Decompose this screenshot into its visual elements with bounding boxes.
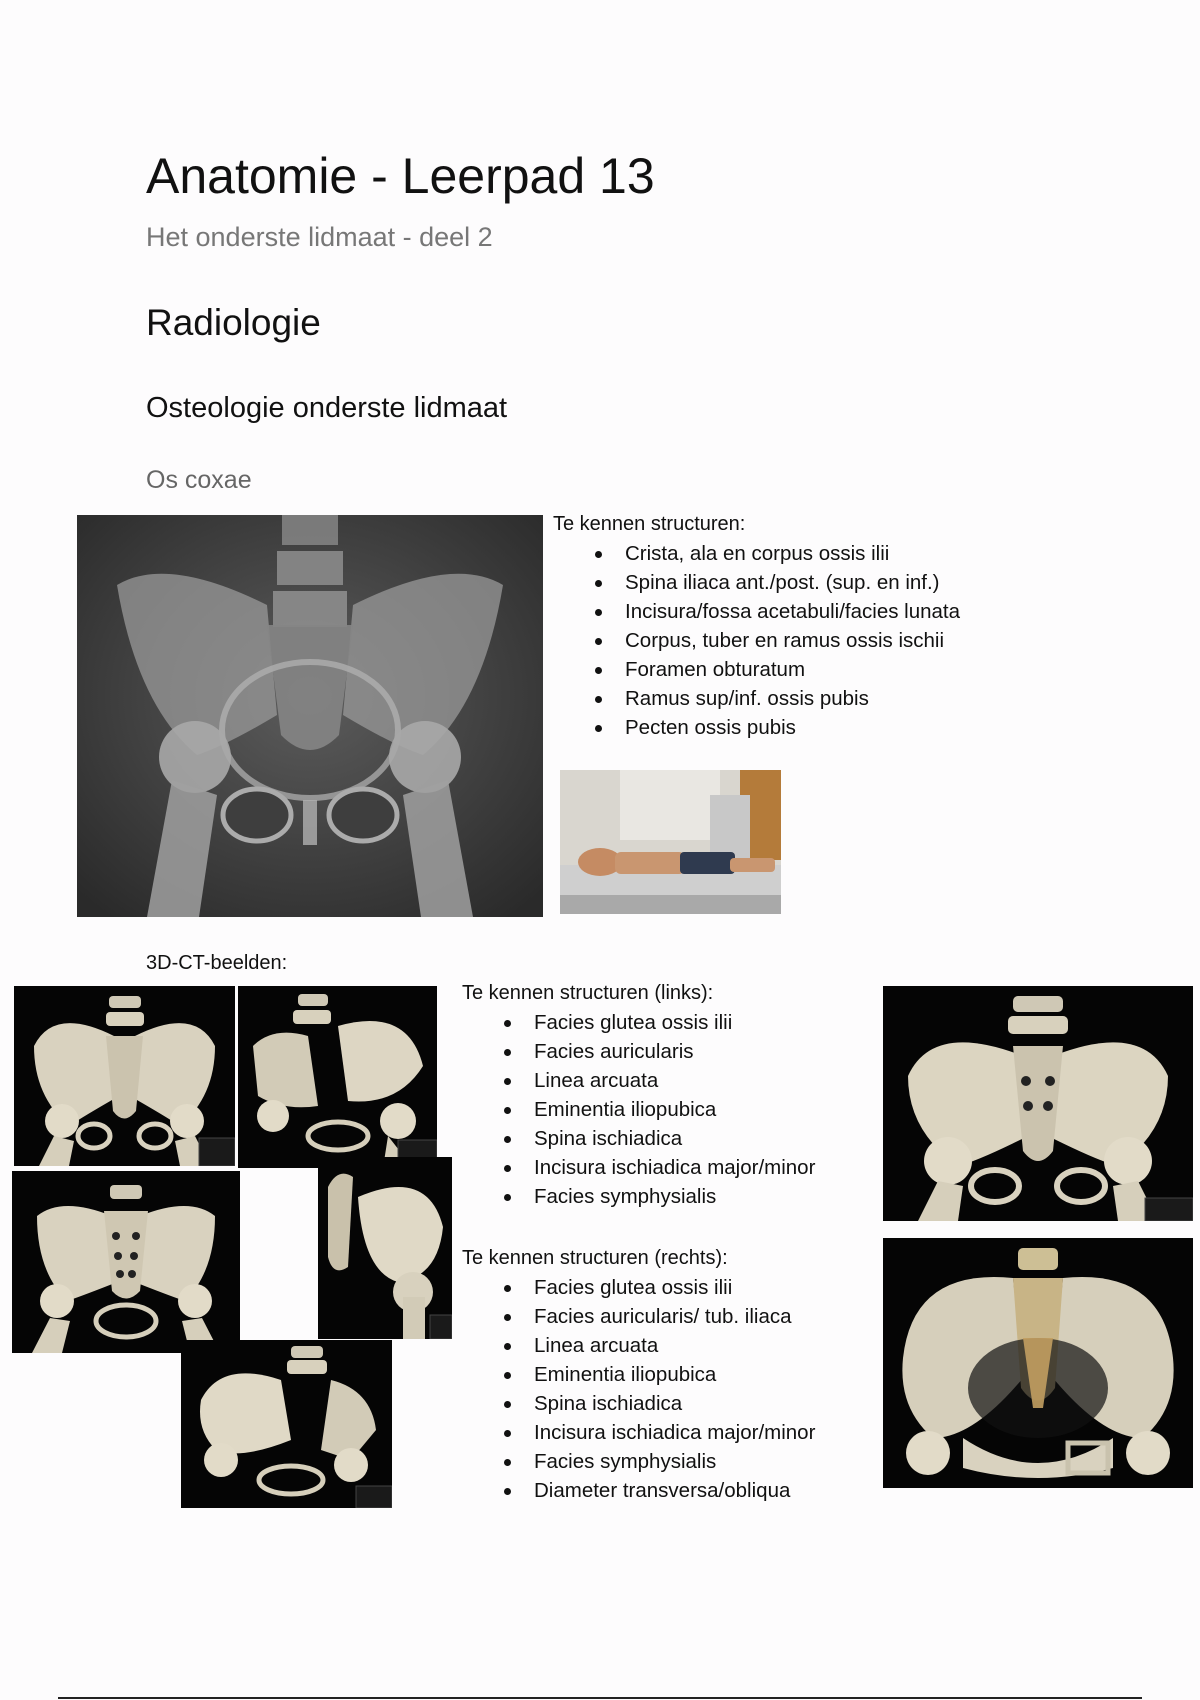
list-item: Crista, ala en corpus ossis ilii	[553, 539, 960, 568]
ct-anterior-image	[14, 986, 235, 1166]
ct-inlet-view-image	[883, 1238, 1193, 1488]
list-item: Facies symphysialis	[462, 1182, 815, 1211]
xray-structures-heading: Te kennen structuren:	[553, 513, 746, 535]
section-heading: Radiologie	[146, 302, 321, 343]
ct-left-structures-heading: Te kennen structuren (links):	[462, 982, 714, 1004]
list-item: Eminentia iliopubica	[462, 1360, 815, 1389]
list-item: Incisura ischiadica major/minor	[462, 1418, 815, 1447]
list-item: Eminentia iliopubica	[462, 1095, 815, 1124]
ct-lateral-image	[318, 1157, 452, 1339]
list-item: Ramus sup/inf. ossis pubis	[553, 684, 960, 713]
list-item: Spina iliaca ant./post. (sup. en inf.)	[553, 568, 960, 597]
list-item: Linea arcuata	[462, 1066, 815, 1095]
list-item: Pecten ossis pubis	[553, 713, 960, 742]
page-title: Anatomie - Leerpad 13	[146, 148, 655, 204]
list-item: Incisura/fossa acetabuli/facies lunata	[553, 597, 960, 626]
ct-right-structures-list	[462, 1273, 815, 1505]
patient-positioning-photo	[560, 770, 781, 914]
ct-left-structures-list	[462, 1008, 815, 1211]
list-item: Facies glutea ossis ilii	[462, 1008, 815, 1037]
list-item: Incisura ischiadica major/minor	[462, 1153, 815, 1182]
ct-images-label: 3D-CT-beelden:	[146, 952, 288, 974]
ct-oblique-2-image	[181, 1340, 392, 1508]
list-item: Diameter transversa/obliqua	[462, 1476, 815, 1505]
page-subtitle: Het onderste lidmaat - deel 2	[146, 222, 493, 252]
subsection-heading: Osteologie onderste lidmaat	[146, 392, 508, 424]
list-item: Facies symphysialis	[462, 1447, 815, 1476]
xray-structures-list	[553, 539, 960, 742]
topic-heading: Os coxae	[146, 466, 252, 494]
pelvis-xray-image	[77, 515, 543, 917]
footer-rule	[58, 1697, 1142, 1699]
ct-posterior-image	[12, 1171, 240, 1353]
list-item: Corpus, tuber en ramus ossis ischii	[553, 626, 960, 655]
ct-anterior-large-image	[883, 986, 1193, 1221]
ct-right-structures-heading: Te kennen structuren (rechts):	[462, 1247, 728, 1269]
list-item: Foramen obturatum	[553, 655, 960, 684]
list-item: Spina ischiadica	[462, 1124, 815, 1153]
ct-oblique-image	[238, 986, 437, 1168]
list-item: Spina ischiadica	[462, 1389, 815, 1418]
list-item: Facies auricularis/ tub. iliaca	[462, 1302, 815, 1331]
list-item: Facies glutea ossis ilii	[462, 1273, 815, 1302]
list-item: Linea arcuata	[462, 1331, 815, 1360]
list-item: Facies auricularis	[462, 1037, 815, 1066]
